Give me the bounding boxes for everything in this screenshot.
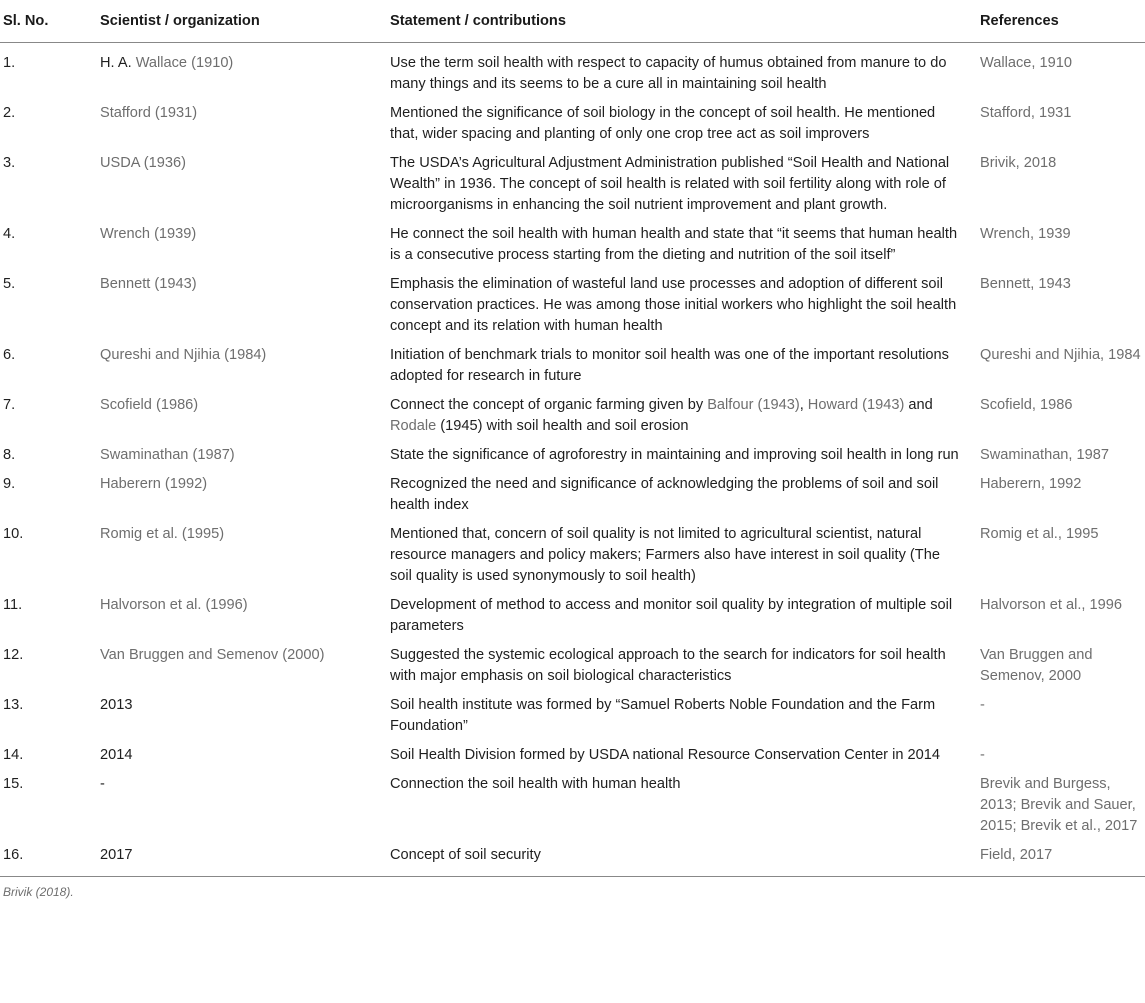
scientist-name: Halvorson et al. (1996): [100, 597, 248, 613]
scientist-cell: [100, 474, 390, 524]
statement-cell: Development of method to access and monitor soil quality by integration of multiple soil parameters: [390, 597, 953, 634]
table-row: [0, 345, 1145, 395]
header-scientist: Scientist / organization: [100, 0, 390, 43]
row-number: 8.: [3, 447, 16, 463]
table-row: [0, 595, 1145, 645]
row-number: 12.: [3, 647, 24, 663]
reference-cell: Wrench, 1939: [980, 226, 1071, 242]
table-row: [0, 845, 1145, 877]
reference-cell: Swaminathan, 1987: [980, 447, 1109, 463]
table-row: [0, 224, 1145, 274]
statement-cell: Connection the soil health with human health: [390, 776, 681, 792]
scientist-name: Haberern (1992): [100, 476, 208, 492]
statement-cell: Concept of soil security: [390, 845, 980, 877]
row-number: 9.: [3, 476, 16, 492]
scientist-cell: [100, 645, 390, 695]
scientist-name: Stafford (1931): [100, 105, 198, 121]
table-footnote: Brivik (2018).: [3, 885, 74, 899]
statement-cell: State the significance of agroforestry in maintaining and improving soil health in long run: [390, 447, 959, 463]
statement-cell: Use the term soil health with respect to capacity of humus obtained from manure to do many things and its seems to be a cure all in maintaining soil health: [390, 55, 947, 92]
scientist-cell: [100, 395, 390, 445]
row-number: 1.: [3, 55, 16, 71]
row-number: 3.: [3, 155, 16, 171]
statement-cell: Suggested the systemic ecological approach to the search for indicators for soil health with major emphasis on soil biological characteristics: [390, 647, 946, 684]
statement-text: Connect the concept of organic farming given by: [390, 397, 708, 413]
scientist-name: Qureshi and Njihia (1984): [100, 347, 267, 363]
table-row: [0, 774, 1145, 845]
scientist-cell: [100, 43, 390, 104]
table-row: [0, 695, 1145, 745]
reference-cell: -: [980, 697, 985, 713]
statement-cell: Mentioned that, concern of soil quality is not limited to agricultural scientist, natural resource managers and policy makers; Farmers also have interest in soil quality (The soil quality is used synonymously to soil health): [390, 526, 940, 584]
reference-cell: -: [980, 747, 985, 763]
scientist-cell: [100, 524, 390, 595]
citation-link[interactable]: Howard (1943): [807, 397, 905, 413]
header-statement: Statement / contributions: [390, 0, 980, 43]
scientist-name: Scofield (1986): [100, 397, 199, 413]
scientist-cell: [100, 224, 390, 274]
scientist-name: 2017: [100, 847, 133, 863]
statement-cell: Emphasis the elimination of wasteful land use processes and adoption of different soil conservation practices. He was among those initial workers who highlight the soil health concept and its relation with human health: [390, 276, 957, 334]
reference-cell: Field, 2017: [980, 845, 1145, 877]
scientist-cell: [100, 695, 390, 745]
statement-cell: [390, 395, 980, 445]
scientist-initials: H. A.: [100, 55, 136, 71]
statement-cell: Recognized the need and significance of acknowledging the problems of soil and soil health index: [390, 476, 939, 513]
table-row: [0, 745, 1145, 774]
row-number: 15.: [3, 776, 24, 792]
table-row: [0, 395, 1145, 445]
row-number: 11.: [3, 597, 23, 613]
scientist-cell: [100, 153, 390, 224]
statement-text: and: [904, 397, 933, 413]
table-row: [0, 43, 1145, 104]
citation-link[interactable]: Balfour (1943): [707, 397, 800, 413]
scientist-cell: [100, 845, 390, 877]
statement-cell: The USDA’s Agricultural Adjustment Administration published “Soil Health and National Wealth” in 1936. The concept of soil health is related with soil fertility along with role of microorganisms in enhancing the soil nutrient improvement and plant growth.: [390, 155, 950, 213]
statement-cell: He connect the soil health with human health and state that “it seems that human health is a consecutive process starting from the dieting and nutrition of the soil itself”: [390, 226, 958, 263]
statement-text: (1945) with soil health and soil erosion: [436, 418, 689, 434]
scientist-cell: [100, 774, 390, 845]
reference-cell: Bennett, 1943: [980, 276, 1071, 292]
statement-cell: Soil Health Division formed by USDA national Resource Conservation Center in 2014: [390, 747, 940, 763]
scientist-name: Wrench (1939): [100, 226, 197, 242]
reference-cell: Romig et al., 1995: [980, 526, 1099, 542]
row-number: 5.: [3, 276, 16, 292]
row-number: 7.: [3, 397, 16, 413]
header-references: References: [980, 0, 1145, 43]
scientist-cell: [100, 274, 390, 345]
scientist-name: Van Bruggen and Semenov (2000): [100, 647, 325, 663]
table-row: [0, 524, 1145, 595]
table-row: [0, 103, 1145, 153]
table-row: [0, 274, 1145, 345]
reference-cell: Wallace, 1910: [980, 55, 1072, 71]
scientist-name: USDA (1936): [100, 155, 186, 171]
row-number: 2.: [3, 105, 16, 121]
scientist-cell: [100, 103, 390, 153]
row-number: 6.: [3, 347, 16, 363]
reference-cell: Scofield, 1986: [980, 397, 1073, 413]
scientist-cell: [100, 445, 390, 474]
reference-cell: Brevik and Burgess, 2013; Brevik and Sauer, 2015; Brevik et al., 2017: [980, 776, 1138, 834]
table-row: [0, 153, 1145, 224]
row-number: 4.: [3, 226, 16, 242]
header-row: [0, 0, 1145, 43]
table-row: [0, 645, 1145, 695]
scientist-name: Wallace (1910): [135, 55, 234, 71]
reference-cell: Brivik, 2018: [980, 155, 1057, 171]
row-number: 13.: [3, 697, 24, 713]
statement-cell: Initiation of benchmark trials to monitor soil health was one of the important resolutions adopted for research in future: [390, 347, 949, 384]
table-row: [0, 474, 1145, 524]
scientist-name: Swaminathan (1987): [100, 447, 235, 463]
row-number: 10.: [3, 526, 24, 542]
scientist-cell: [100, 745, 390, 774]
statement-cell: Soil health institute was formed by “Samuel Roberts Noble Foundation and the Farm Foundation”: [390, 697, 936, 734]
scientist-name: Bennett (1943): [100, 276, 197, 292]
row-number: 14.: [3, 747, 24, 763]
reference-cell: Stafford, 1931: [980, 105, 1072, 121]
reference-cell: Haberern, 1992: [980, 476, 1082, 492]
scientist-name: Romig et al. (1995): [100, 526, 225, 542]
header-sl-no: Sl. No.: [0, 0, 100, 43]
scientist-cell: [100, 345, 390, 395]
row-number: 16.: [0, 845, 100, 877]
statement-cell: Mentioned the significance of soil biology in the concept of soil health. He mentioned that, wider spacing and planting of only one crop tree act as soil improvers: [390, 105, 936, 142]
scientist-name: 2014: [100, 747, 133, 763]
table-row: [0, 445, 1145, 474]
citation-link[interactable]: Rodale: [390, 418, 437, 434]
scientist-name: -: [100, 776, 105, 792]
reference-cell: Van Bruggen and Semenov, 2000: [980, 647, 1093, 684]
reference-cell: Halvorson et al., 1996: [980, 597, 1122, 613]
reference-cell: Qureshi and Njihia, 1984: [980, 347, 1141, 363]
statement-text: ,: [799, 397, 808, 413]
scientist-name: 2013: [100, 697, 133, 713]
scientist-cell: [100, 595, 390, 645]
